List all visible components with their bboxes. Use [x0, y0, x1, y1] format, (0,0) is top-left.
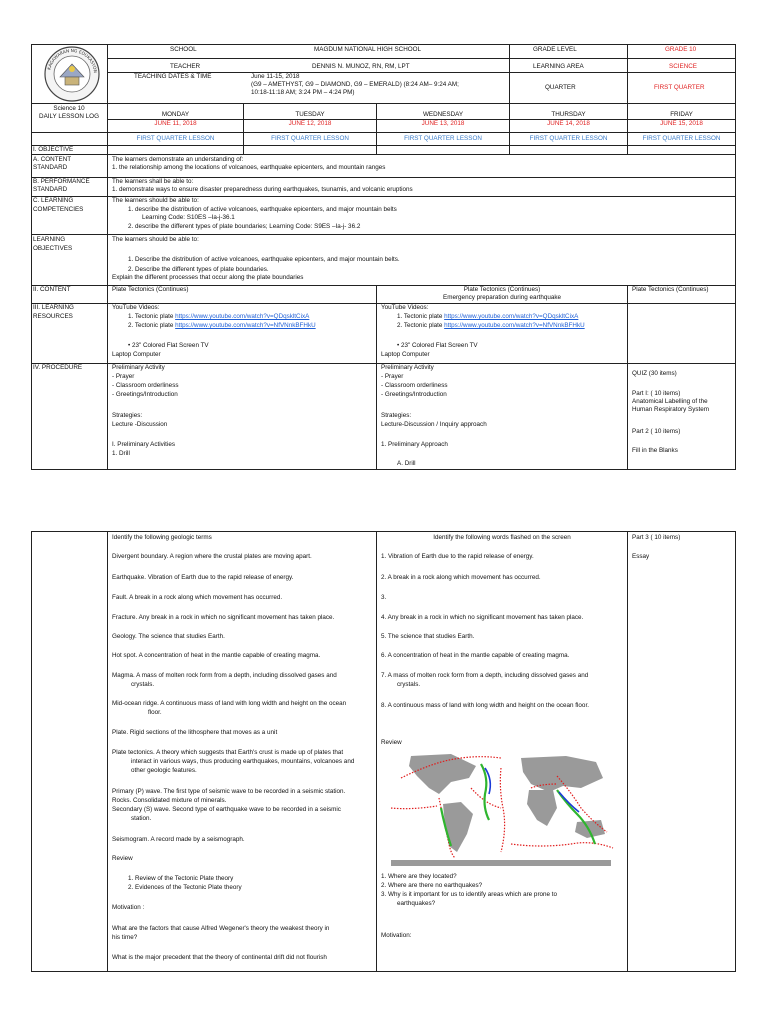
review-heading: Review	[112, 855, 133, 862]
videos-heading: YouTube Videos:	[381, 304, 429, 311]
content-wednesday: Emergency preparation during earthquake	[443, 294, 561, 301]
content-standard-label: A. CONTENT	[33, 156, 72, 163]
day-date: JUNE 12, 2018	[288, 120, 332, 127]
wed-item: 7. A mass of molten rock form from a depth, including dissolved gases and	[381, 672, 589, 679]
day-date: JUNE 13, 2018	[421, 120, 465, 127]
day-lesson: FIRST QUARTER LESSON	[642, 135, 721, 142]
log-line2: DAILY LESSON LOG	[39, 113, 99, 120]
video-link[interactable]: https://www.youtube.com/watch?v=QDqskltCixA	[444, 313, 579, 320]
quiz-part-desc: Fill in the Blanks	[632, 447, 678, 454]
content-standard-label: STANDARD	[33, 164, 68, 171]
term-item: Rocks. Consolidated mixture of minerals.	[112, 797, 227, 804]
mon-intro: Identify the following geologic terms	[112, 534, 212, 541]
competencies-label: C. LEARNING	[33, 197, 74, 204]
content-friday: Plate Tectonics (Continues)	[632, 286, 709, 293]
quarter-value: FIRST QUARTER	[654, 84, 705, 91]
term-item: Divergent boundary. A region where the crustal plates are moving apart.	[112, 553, 312, 560]
resources-label: RESOURCES	[33, 313, 73, 320]
video-link[interactable]: https://www.youtube.com/watch?v=NfVNnkBFHkU	[444, 322, 585, 329]
term-item: Magma. A mass of molten rock form from a depth, including dissolved gases and	[112, 672, 337, 679]
quiz-part-desc: Anatomical Labelling of the	[632, 398, 708, 405]
term-item: Primary (P) wave. The first type of seismic wave to be recorded in a seismic station.	[112, 788, 346, 795]
school-label: SCHOOL	[170, 46, 197, 53]
wed-item: 2. A break in a rock along which movement has occurred.	[381, 574, 541, 581]
learning-objectives-text: 1. Describe the distribution of active volcanoes, earthquake epicenters, and major mountain belts.	[128, 256, 400, 263]
seal-text: KAGAWARAN NG EDUKASYON	[47, 48, 98, 74]
laptop-item: Laptop Computer	[381, 351, 430, 358]
review-question: earthquakes?	[397, 900, 436, 907]
performance-standard-text: The learners shall be able to:	[112, 178, 194, 185]
procedure-label: IV. PROCEDURE	[33, 364, 83, 371]
day-date: JUNE 14, 2018	[547, 120, 590, 127]
term-item: Geology. The science that studies Earth.	[112, 633, 225, 640]
day-name: MONDAY	[161, 111, 190, 118]
prelim-item: - Greetings/Introduction	[381, 391, 447, 398]
day-date: JUNE 15, 2018	[660, 120, 703, 127]
day-name: TUESDAY	[295, 111, 325, 118]
quarter-label: QUARTER	[545, 84, 576, 91]
wed-review-heading: Review	[381, 739, 402, 746]
tv-item: • 23" Colored Flat Screen TV	[397, 342, 478, 349]
prelim-item: - Prayer	[112, 373, 135, 380]
prelim-item: - Prayer	[381, 373, 404, 380]
learning-objectives-label: LEARNING	[33, 236, 66, 243]
competencies-text: Learning Code: S10ES –Ia-j-36.1	[142, 214, 235, 221]
day-name: WEDNESDAY	[422, 111, 464, 118]
prelim-item: - Classroom orderliness	[112, 382, 179, 389]
prelim-item: - Greetings/Introduction	[112, 391, 178, 398]
laptop-item: Laptop Computer	[112, 351, 161, 358]
log-line1: Science 10	[53, 105, 85, 112]
teacher-label: TEACHER	[170, 63, 201, 70]
performance-standard-label: B. PERFORMANCE	[33, 178, 90, 185]
video-item: 2. Tectonic plate https://www.youtube.com/watch?v=NfVNnkBFHkU	[397, 322, 585, 329]
drill-item: A. Drill	[397, 460, 416, 467]
video-item: 1. Tectonic plate https://www.youtube.com/watch?v=QDqskltCixA	[128, 313, 310, 320]
area-value: SCIENCE	[669, 63, 697, 70]
quiz-heading: QUIZ (30 items)	[632, 370, 677, 377]
review-question: 2. Where are there no earthquakes?	[381, 882, 483, 889]
video-item: 2. Tectonic plate https://www.youtube.com/watch?v=NfVNnkBFHkU	[128, 322, 316, 329]
video-link[interactable]: https://www.youtube.com/watch?v=NfVNnkBFHkU	[175, 322, 316, 329]
content-standard-text: The learners demonstrate an understanding of:	[112, 156, 244, 163]
resources-label: III. LEARNING	[33, 304, 74, 311]
term-item: Plate tectonics. A theory which suggests that Earth's crust is made up of plates that	[112, 749, 344, 756]
tv-item: • 23" Colored Flat Screen TV	[128, 342, 209, 349]
content-wednesday: Plate Tectonics (Continues)	[463, 286, 541, 293]
strategy-text: Lecture -Discussion	[112, 421, 168, 428]
day-lesson: FIRST QUARTER LESSON	[404, 135, 482, 142]
review-item: 1. Review of the Tectonic Plate theory	[128, 875, 234, 882]
fri-essay: Essay	[632, 553, 650, 560]
videos-heading: YouTube Videos:	[112, 304, 160, 311]
performance-standard-text: 1. demonstrate ways to ensure disaster preparedness during earthquakes, tsunamis, and volcanic eruptions	[112, 186, 413, 193]
quiz-part: Part 2 ( 10 items)	[632, 428, 681, 435]
motivation-question: his time?	[112, 934, 138, 941]
grade-value: GRADE 10	[665, 46, 697, 53]
fri-part3: Part 3 ( 10 items)	[632, 534, 681, 541]
term-item: Fracture. Any break in a rock in which no significant movement has taken place.	[112, 614, 335, 621]
wed-motivation-heading: Motivation:	[381, 932, 412, 939]
content-monday: Plate Tectonics (Continues)	[112, 286, 189, 293]
learning-objectives-text: 2. Describe the different types of plate boundaries.	[128, 266, 269, 273]
quiz-part: Part I: ( 10 items)	[632, 390, 681, 397]
term-item: Secondary (S) wave. Second type of earthquake wave to be recorded in a seismic	[112, 806, 341, 813]
review-item: 2. Evidences of the Tectonic Plate theory	[128, 884, 242, 891]
term-item: interact in various ways, thus producing earthquakes, mountains, volcanoes and	[131, 758, 355, 765]
competencies-label: COMPETENCIES	[33, 206, 84, 213]
day-name: FRIDAY	[670, 111, 693, 118]
term-item: Plate. Rigid sections of the lithosphere that moves as a unit	[112, 729, 278, 736]
earthquake-world-map	[381, 748, 621, 868]
grade-label: GRADE LEVEL	[533, 46, 577, 53]
term-item: Mid-ocean ridge. A continuous mass of land with long width and height on the ocean	[112, 700, 347, 707]
review-question: 3. Why is it important for us to identify areas which are prone to	[381, 891, 558, 898]
strategy-text: Lecture-Discussion / Inquiry approach	[381, 421, 487, 428]
wed-item: 4. Any break in a rock in which no significant movement has taken place.	[381, 614, 584, 621]
prelim-item: - Classroom orderliness	[381, 382, 448, 389]
term-item: other geologic features.	[131, 767, 197, 774]
day-lesson: FIRST QUARTER LESSON	[271, 135, 349, 142]
wed-item: 5. The science that studies Earth.	[381, 633, 475, 640]
dates-line3: 10:18-11:18 AM; 3:24 PM – 4:24 PM)	[251, 89, 355, 96]
term-item: Fault. A break in a rock along which movement has occurred.	[112, 594, 283, 601]
day-lesson: FIRST QUARTER LESSON	[529, 135, 608, 142]
term-item: station.	[131, 815, 152, 822]
performance-standard-label: STANDARD	[33, 186, 68, 193]
video-link[interactable]: https://www.youtube.com/watch?v=QDqskltCixA	[175, 313, 310, 320]
term-item: Earthquake. Vibration of Earth due to the rapid release of energy.	[112, 574, 294, 581]
learning-objectives-text: The learners should be able to:	[112, 236, 199, 243]
review-question: 1. Where are they located?	[381, 873, 457, 880]
objective-heading: I. OBJECTIVE	[33, 146, 74, 153]
term-item: floor.	[148, 709, 162, 716]
day-name: THURSDAY	[551, 111, 586, 118]
video-item: 1. Tectonic plate https://www.youtube.com/watch?v=QDqskltCixA	[397, 313, 579, 320]
wed-item: crystals.	[397, 681, 421, 688]
day-lesson: FIRST QUARTER LESSON	[136, 135, 215, 142]
wed-item: 8. A continuous mass of land with long width and height on the ocean floor.	[381, 702, 589, 709]
competencies-text: The learners should be able to:	[112, 197, 199, 204]
school-value: MAGDUM NATIONAL HIGH SCHOOL	[314, 46, 422, 53]
prelim-approach: 1. Preliminary Approach	[381, 441, 448, 448]
quiz-part-desc: Human Respiratory System	[632, 406, 709, 413]
dates-label: TEACHING DATES & TIME	[134, 73, 212, 80]
term-item: Seismogram. A record made by a seismograph.	[112, 836, 245, 843]
term-item: crystals.	[131, 681, 155, 688]
wed-item: 3.	[381, 594, 387, 601]
strategies-heading: Strategies:	[112, 412, 143, 419]
wed-item: 6. A concentration of heat in the mantle capable of creating magma.	[381, 652, 570, 659]
competencies-text: 2. describe the different types of plate boundaries; Learning Code: S9ES –Ia-j- 36.2	[128, 223, 361, 230]
wed-intro: Identify the following words flashed on the screen	[433, 534, 571, 541]
learning-objectives-label: OBJECTIVES	[33, 245, 73, 252]
day-date: JUNE 11, 2018	[154, 120, 197, 127]
wed-item: 1. Vibration of Earth due to the rapid release of energy.	[381, 553, 534, 560]
prelim-activities: I. Preliminary Activities	[112, 441, 175, 448]
drill-item: 1. Drill	[112, 450, 130, 457]
learning-objectives-text: Explain the different processes that occur along the plate boundaries	[112, 274, 304, 281]
area-label: LEARNING AREA	[533, 63, 584, 70]
motivation-question: What are the factors that cause Alfred Wegener's theory the weakest theory in	[112, 925, 330, 932]
term-item: Hot spot. A concentration of heat in the mantle capable of creating magma.	[112, 652, 321, 659]
strategies-heading: Strategies:	[381, 412, 412, 419]
prelim-heading: Preliminary Activity	[381, 364, 434, 371]
prelim-heading: Preliminary Activity	[112, 364, 165, 371]
dates-line1: June 11-15, 2018	[251, 73, 300, 80]
competencies-text: 1. describe the distribution of active volcanoes, earthquake epicenters, and major mountain belts	[128, 206, 397, 213]
motivation-question: What is the major precedent that the theory of continental drift did not flourish	[112, 954, 327, 961]
motivation-heading: Motivation :	[112, 904, 145, 911]
content-standard-text: 1. the relationship among the locations of volcanoes, earthquake epicenters, and mountain ranges	[112, 164, 386, 171]
teacher-value: DENNIS N. MUNOZ, RN, RM, LPT	[312, 63, 410, 70]
content-label: II. CONTENT	[33, 286, 71, 293]
deped-seal-logo	[44, 46, 100, 102]
dates-line2: (G9 – AMETHYST, G9 – DIAMOND, G9 – EMERALD) (8:24 AM– 9:24 AM;	[251, 81, 459, 88]
